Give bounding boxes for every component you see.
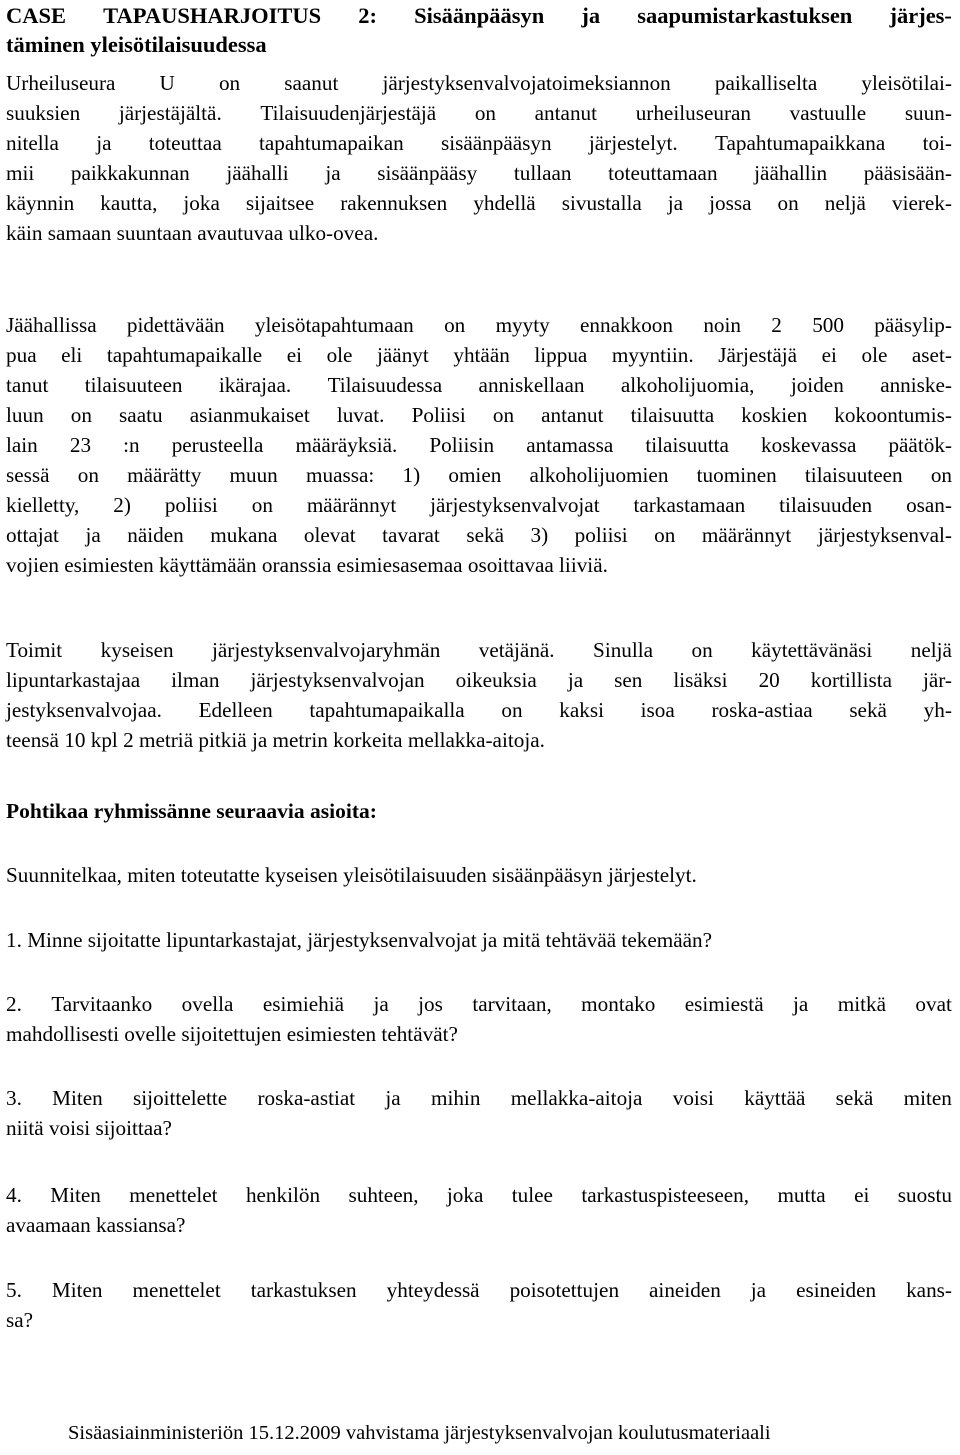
text-line: niitä voisi sijoittaa? (6, 1116, 172, 1140)
role-paragraph (6, 635, 952, 755)
text-line: ottajat ja näiden mukana olevat tavarat sekä 3) poliisi on määrännyt järjestyksenval- (6, 523, 952, 547)
text-line: kielletty, 2) poliisi on määrännyt järjestyksenvalvojat tarkastamaan tilaisuuden osan- (6, 493, 952, 517)
text-line: 5. Miten menettelet tarkastuksen yhteydessä poisotettujen aineiden ja esineiden kans- (6, 1278, 952, 1302)
text-line: Suunnitelkaa, miten toteutatte kyseisen yleisötilaisuuden sisäänpääsyn järjestelyt. (6, 863, 697, 887)
question-3 (6, 1083, 952, 1143)
text-line: 1. Minne sijoitatte lipuntarkastajat, järjestyksenvalvojat ja mitä tehtävää tekemään? (6, 928, 713, 952)
question-1 (6, 925, 952, 955)
text-line: lipuntarkastajaa ilman järjestyksenvalvojan oikeuksia ja sen lisäksi 20 kortillista jär- (6, 668, 952, 692)
text-line: nitella ja toteuttaa tapahtumapaikan sisäänpääsyn järjestelyt. Tapahtumapaikkana toi- (6, 131, 952, 155)
text-line: Jäähallissa pidettävään yleisötapahtumaan on myyty ennakkoon noin 2 500 pääsylip- (6, 313, 952, 337)
task-paragraph (6, 860, 952, 890)
text-line: suuksien järjestäjältä. Tilaisuudenjärjestäjä on antanut urheiluseuran vastuulle suun- (6, 101, 952, 125)
title-line: täminen yleisötilaisuudessa (6, 32, 267, 57)
text-line: mahdollisesti ovelle sijoitettujen esimiesten tehtävät? (6, 1022, 458, 1046)
text-line: pua eli tapahtumapaikalle ei ole jäänyt yhtään lippua myyntiin. Järjestäjä ei ole aset- (6, 343, 952, 367)
text-line: käin samaan suuntaan avautuvaa ulko-ovea. (6, 221, 379, 245)
title-line: CASE TAPAUSHARJOITUS 2: Sisäänpääsyn ja saapumistarkastuksen järjes- (6, 3, 952, 28)
page-footer: Sisäasiainministeriön 15.12.2009 vahvistama järjestyksenvalvojan koulutusmateriaali (68, 1422, 771, 1444)
text-line: Toimit kyseisen järjestyksenvalvojaryhmän vetäjänä. Sinulla on käytettävänäsi neljä (6, 638, 952, 662)
document-title (6, 0, 952, 59)
text-line: teensä 10 kpl 2 metriä pitkiä ja metrin korkeita mellakka-aitoja. (6, 728, 545, 752)
text-line: lain 23 :n perusteella määräyksiä. Poliisin antamassa tilaisuutta koskevassa päätök- (6, 433, 952, 457)
text-line: vojien esimiesten käyttämään oranssia esimiesasemaa osoittavaa liiviä. (6, 553, 608, 577)
text-line: luun on saatu asianmukaiset luvat. Poliisi on antanut tilaisuutta koskien kokoontumis- (6, 403, 952, 427)
intro-paragraph (6, 68, 952, 248)
text-line: 3. Miten sijoittelette roska-astiat ja mihin mellakka-aitoja voisi käyttää sekä miten (6, 1086, 952, 1110)
text-line: mii paikkakunnan jäähalli ja sisäänpääsy tullaan toteuttamaan jäähallin pääsisään- (6, 161, 952, 185)
text-line: sa? (6, 1308, 34, 1332)
text-line: käynnin kautta, joka sijaitsee rakennuksen yhdellä sivustalla ja jossa on neljä vierek- (6, 191, 952, 215)
question-4 (6, 1180, 952, 1240)
text-line: avaamaan kassiansa? (6, 1213, 186, 1237)
text-line: 4. Miten menettelet henkilön suhteen, joka tulee tarkastuspisteeseen, mutta ei suostu (6, 1183, 952, 1207)
question-2 (6, 989, 952, 1049)
text-line: 2. Tarvitaanko ovella esimiehiä ja jos tarvitaan, montako esimiestä ja mitkä ovat (6, 992, 952, 1016)
question-5 (6, 1275, 952, 1335)
details-paragraph (6, 310, 952, 580)
text-line: jestyksenvalvojaa. Edelleen tapahtumapaikalla on kaksi isoa roska-astiaa sekä yh- (6, 698, 952, 722)
text-line: sessä on määrätty muun muassa: 1) omien alkoholijuomien tuominen tilaisuuteen on (6, 463, 952, 487)
discussion-heading: Pohtikaa ryhmissänne seuraavia asioita: (6, 799, 377, 823)
text-line: Urheiluseura U on saanut järjestyksenvalvojatoimeksiannon paikalliselta yleisötilai- (6, 71, 952, 95)
text-line: tanut tilaisuuteen ikärajaa. Tilaisuudessa anniskellaan alkoholijuomia, joiden anniske- (6, 373, 952, 397)
